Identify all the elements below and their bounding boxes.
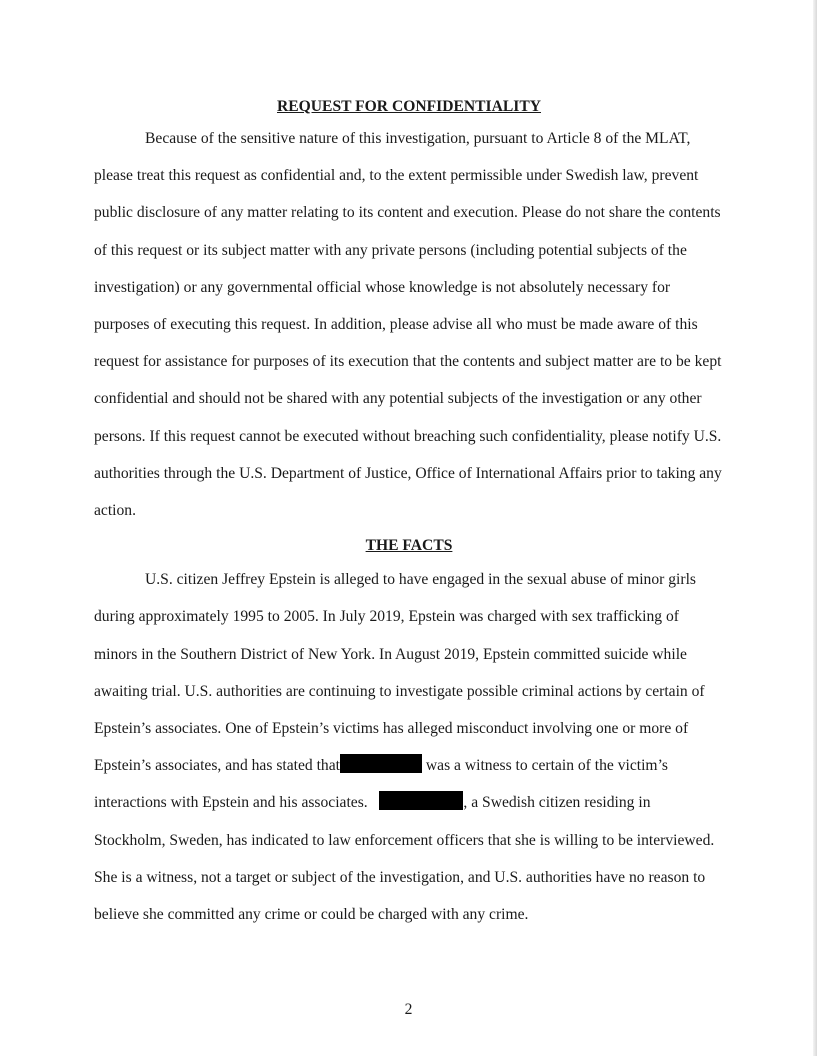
facts-paragraph (94, 561, 724, 933)
confidentiality-paragraph: Because of the sensitive nature of this investigation, pursuant to Article 8 of the MLAT, please treat this request as confidential and, to the extent permissible under Swedish law, prevent public disclosure of any matter relating to its content and execution. Please do not share the contents of this request or its subject matter with any private persons (including potential subjects of the investigation) or any governmental official whose knowledge is not absolutely necessary for purposes of executing this request. In addition, please advise all who must be made aware of this request for assistance for purposes of its execution that the contents and subject matter are to be kept confidential and should not be shared with any potential subjects of the investigation or any other persons. If this request cannot be executed without breaching such confidentiality, please notify U.S. authorities through the U.S. Department of Justice, Office of International Affairs prior to taking any action. (94, 130, 722, 520)
page-number: 2 (404, 1001, 413, 1018)
facts-text-part-2: was a witness to certain of the victim’s interactions with Epstein and his associates. (94, 757, 668, 812)
redaction-box (379, 791, 463, 810)
facts-text-part-1: U.S. citizen Jeffrey Epstein is alleged to have engaged in the sexual abuse of minor girls during approximately 1995 to 2005. In July 2019, Epstein was charged with sex trafficking of minors in the Southern District of New York. In August 2019, Epstein committed suicide while awaiting trial. U.S. authorities are continuing to investigate possible criminal actions by certain of Epstein’s associates. One of Epstein’s victims has alleged misconduct involving one or more of Epstein’s associates, and has stated that (94, 571, 705, 775)
scan-edge (813, 0, 817, 1056)
confidentiality-heading: REQUEST FOR CONFIDENTIALITY (277, 98, 541, 115)
facts-heading: THE FACTS (365, 537, 453, 555)
facts-text-part-3: , a Swedish citizen residing in Stockholm, Sweden, has indicated to law enforcement officers that she is willing to be interviewed. She is a witness, not a target or subject of the investigation, and U.S. authorities have no reason to believe she committed any crime or could be charged with any crime. (94, 794, 715, 924)
document-body (94, 94, 724, 933)
redaction-box (340, 754, 422, 773)
